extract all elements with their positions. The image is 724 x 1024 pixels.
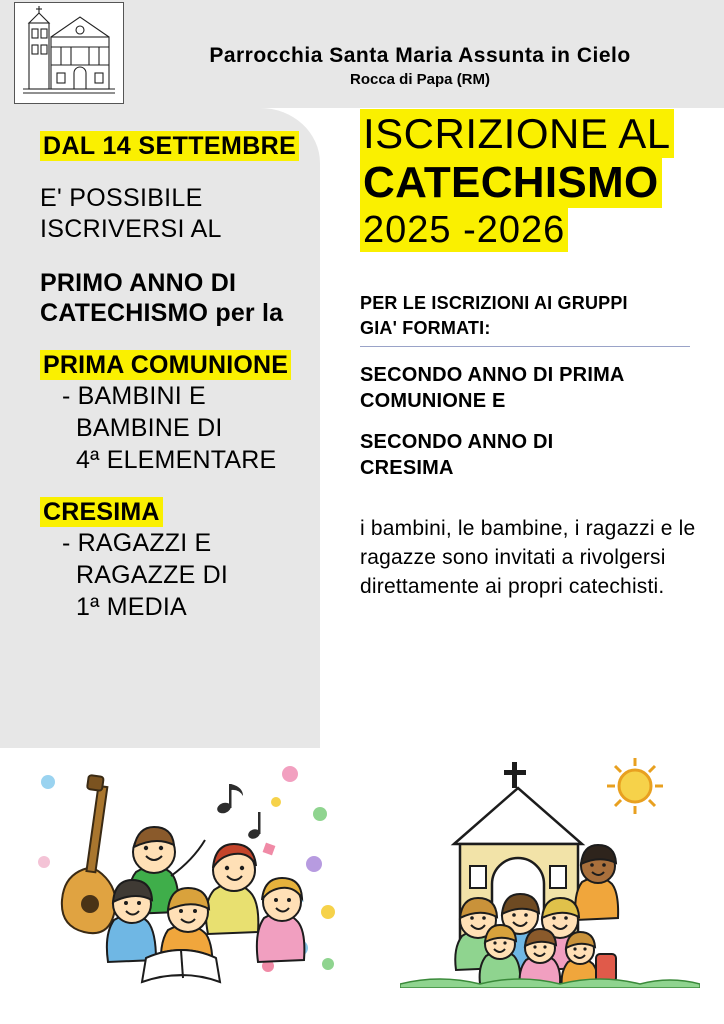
divider bbox=[360, 346, 690, 347]
list-item: 1ª MEDIA bbox=[76, 592, 187, 621]
left-panel-content bbox=[40, 132, 340, 623]
possible-line-2: ISCRIVERSI AL bbox=[40, 215, 222, 244]
existing-groups-note bbox=[360, 291, 710, 340]
page-header bbox=[0, 0, 724, 108]
existing-groups-note-line-2: GIA' FORMATI: bbox=[360, 317, 491, 338]
group-line: CRESIMA bbox=[360, 456, 454, 479]
possible-line-1: E' POSSIBILE bbox=[40, 184, 203, 212]
group-second-year-cresima bbox=[360, 430, 710, 481]
parish-town: Rocca di Papa (RM) bbox=[349, 71, 491, 88]
right-column bbox=[360, 112, 710, 601]
section-prima-comunione-title: PRIMA COMUNIONE bbox=[40, 351, 340, 380]
parish-name: Parrocchia Santa Maria Assunta in Cielo bbox=[209, 44, 631, 67]
poster-title-line-2: CATECHISMO bbox=[360, 158, 710, 207]
church-facade-logo bbox=[14, 2, 124, 104]
list-item: - BAMBINI E bbox=[62, 381, 206, 410]
poster-title-line-1: ISCRIZIONE AL bbox=[360, 112, 710, 156]
children-singing-with-guitar-illustration bbox=[28, 752, 338, 987]
list-item: - RAGAZZI E bbox=[62, 528, 212, 557]
group-line: COMUNIONE E bbox=[360, 389, 506, 412]
group-line: SECONDO ANNO DI bbox=[360, 431, 554, 454]
header-titles bbox=[140, 44, 700, 88]
list-item: RAGAZZE DI bbox=[76, 560, 229, 589]
section-cresima-title: CRESIMA bbox=[40, 498, 340, 527]
children-in-front-of-church-illustration bbox=[400, 748, 700, 988]
first-year-line-1: PRIMO ANNO DI bbox=[40, 268, 237, 297]
list-item: 4ª ELEMENTARE bbox=[76, 445, 277, 474]
enrollment-start-date: DAL 14 SETTEMBRE bbox=[40, 132, 340, 161]
section-prima-comunione-items bbox=[62, 380, 340, 476]
first-year-line-2: CATECHISMO per la bbox=[40, 299, 284, 327]
poster-title-years: 2025 -2026 bbox=[360, 209, 710, 252]
instructions-paragraph: i bambini, le bambine, i ragazzi e le ragazze sono invitati a rivolgersi direttamente ai propri catechisti. bbox=[360, 517, 696, 598]
group-second-year-communion bbox=[360, 363, 710, 414]
list-item: BAMBINE DI bbox=[76, 413, 223, 442]
existing-groups-note-line-1: PER LE ISCRIZIONI AI GRUPPI bbox=[360, 293, 628, 314]
group-line: SECONDO ANNO DI PRIMA bbox=[360, 364, 625, 387]
section-cresima-items bbox=[62, 527, 340, 623]
